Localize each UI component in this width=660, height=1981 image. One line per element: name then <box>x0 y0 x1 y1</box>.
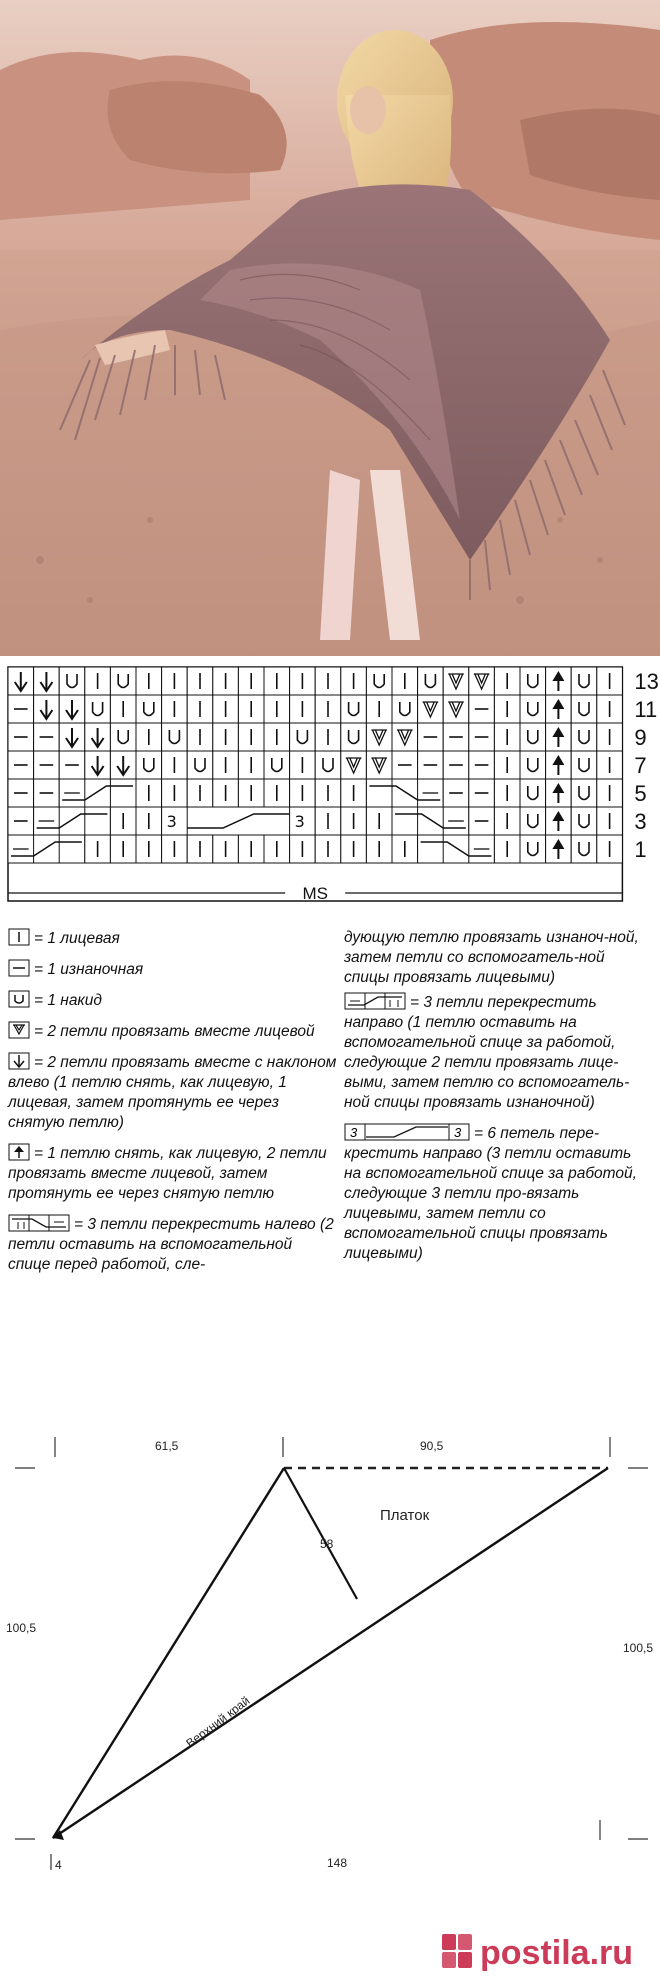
cross-6-left-number: 3 <box>350 1125 358 1140</box>
knit-symbol-icon <box>8 928 30 946</box>
chart-cell <box>366 751 392 779</box>
sk2p-symbol-icon <box>8 1143 30 1161</box>
chart-cell <box>187 751 213 779</box>
legend-cross-left-3-text-continued: дующую петлю провязать изнаноч-ной, затем петли со вспомогатель-ной спицы провязать лицевыми) <box>344 929 639 986</box>
top-right-width: 90,5 <box>420 1439 444 1453</box>
chart-cell <box>162 723 188 751</box>
watermark-graphic <box>440 1928 655 1976</box>
chart-cell <box>520 667 546 695</box>
chart-cell <box>136 751 162 779</box>
chart-cell <box>469 667 495 695</box>
chart-cell <box>290 723 316 751</box>
chart-cell <box>571 835 597 863</box>
legend-knit-text: = 1 лицевая <box>34 930 120 947</box>
chart-cell <box>110 723 136 751</box>
cross-left-3-symbol-icon <box>8 1214 70 1232</box>
row-number: 13 <box>634 669 659 694</box>
chart-cell <box>418 695 444 723</box>
legend-yo <box>8 990 338 1011</box>
chart-cell <box>418 667 444 695</box>
chart-cell <box>85 695 111 723</box>
chart-cell <box>520 835 546 863</box>
chart-cell <box>341 723 367 751</box>
row-number: 3 <box>634 809 647 834</box>
cross-6-symbol-icon <box>344 1123 470 1141</box>
legend-cross-6-text: = 6 петель пере-крестить направо (3 петли оставить на вспомогательной спице за работой, следующие 3 петли про-вязать лицевыми, затем петли со вспомогательной спицы провязать лицевыми) <box>344 1125 637 1262</box>
legend-cross-right-3-text: = 3 петли перекрестить направо (1 петлю оставить на вспомогательной спице за работой, следующие 2 петли провязать лице-выми, затем петлю со вспомогатель-ной спицы провязать изнаночной) <box>344 994 630 1111</box>
chart-cell <box>341 695 367 723</box>
bottom-length-label: 148 <box>327 1856 348 1870</box>
legend-right-column <box>344 928 650 1264</box>
chart-cell <box>571 779 597 807</box>
chart-cell <box>443 667 469 695</box>
legend-sk2p <box>8 1143 338 1204</box>
right-height-label: 100,5 <box>623 1641 654 1655</box>
chart-cell <box>571 667 597 695</box>
top-left-width: 61,5 <box>155 1439 179 1453</box>
cross-right-3-symbol-icon <box>344 992 406 1010</box>
chart-cell <box>571 751 597 779</box>
chart-cell <box>571 723 597 751</box>
upper-edge-label: Верхний край <box>183 1693 253 1751</box>
yarn-over-symbol-icon <box>8 990 30 1008</box>
shawl-outline <box>53 1468 608 1838</box>
chart-cell <box>136 695 162 723</box>
height-line <box>284 1468 357 1599</box>
dec-left-symbol-icon <box>8 1052 30 1070</box>
chart-cell <box>520 751 546 779</box>
chart-cell <box>366 667 392 695</box>
row-number: 9 <box>634 725 647 750</box>
chart-cell <box>392 695 418 723</box>
row-number: 7 <box>634 753 647 778</box>
chart-cell <box>392 723 418 751</box>
chart-cell <box>520 807 546 835</box>
shawl-photo <box>0 0 660 656</box>
legend-purl <box>8 959 338 980</box>
legend-dec-left <box>8 1052 338 1133</box>
schematic-title: Платок <box>380 1507 430 1524</box>
k2tog-symbol-icon <box>8 1021 30 1039</box>
legend-cross-left-3-text: = 3 петли перекрестить налево (2 петли оставить на вспомогательной спице перед работой, сле- <box>8 1216 334 1273</box>
shawl-schematic <box>0 1420 660 1870</box>
legend-cross-6 <box>344 1123 650 1264</box>
legend-cross-right-3 <box>344 992 650 1113</box>
watermark-logo-icon <box>442 1934 472 1968</box>
chart-cell <box>520 695 546 723</box>
tip-label: 4 <box>55 1858 62 1870</box>
legend-yo-text: = 1 накид <box>34 992 102 1009</box>
knitting-chart <box>0 663 660 943</box>
legend-dec-left-text: = 2 петли провязать вместе с наклоном влево (1 петлю снять, как лицевую, 1 лицевая, затем протянуть ее через снятую петлю) <box>8 1054 337 1131</box>
row-number: 11 <box>634 697 658 722</box>
chart-cell <box>520 723 546 751</box>
watermark-text: postila.ru <box>480 1934 634 1972</box>
left-height-label: 100,5 <box>6 1621 37 1635</box>
row-number: 5 <box>634 781 647 806</box>
legend-k2tog <box>8 1021 338 1042</box>
chart-cell <box>520 779 546 807</box>
height-label: 58 <box>320 1537 334 1551</box>
chart-cell <box>571 695 597 723</box>
legend-purl-text: = 1 изнаночная <box>34 961 144 978</box>
chart-cell <box>264 751 290 779</box>
legend-knit <box>8 928 338 949</box>
ms-label: MS <box>302 884 328 903</box>
cable-6-number-right: 3 <box>294 812 305 831</box>
legend-cross-left-3-continued <box>344 928 650 988</box>
chart-grid <box>0 663 660 933</box>
chart-cell <box>59 667 85 695</box>
legend-left-column <box>8 928 338 1275</box>
chart-cell <box>110 667 136 695</box>
cross-6-right-number: 3 <box>454 1125 462 1140</box>
legend-cross-left-3 <box>8 1214 338 1275</box>
row-number: 1 <box>634 837 647 862</box>
chart-cell <box>341 751 367 779</box>
legend-sk2p-text: = 1 петлю снять, как лицевую, 2 петли провязать вместе лицевой, затем протянуть ее через снятую петлю <box>8 1145 327 1202</box>
postila-watermark <box>440 1928 655 1976</box>
cable-6-number-left: 3 <box>166 812 177 831</box>
chart-cell <box>366 723 392 751</box>
purl-symbol-icon <box>8 959 30 977</box>
chart-cell <box>315 751 341 779</box>
chart-cell <box>443 695 469 723</box>
legend-k2tog-text: = 2 петли провязать вместе лицевой <box>34 1023 315 1040</box>
chart-cell <box>571 807 597 835</box>
